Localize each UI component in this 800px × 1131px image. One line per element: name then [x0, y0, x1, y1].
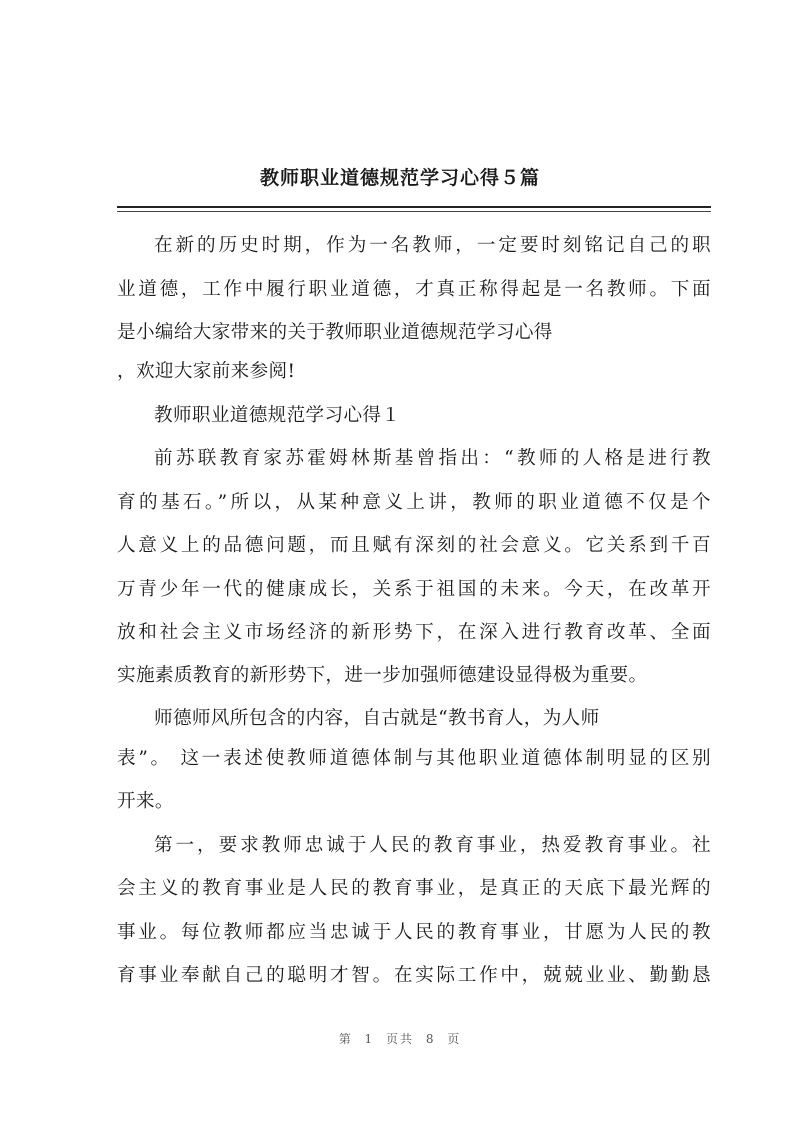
paragraph-line: 实施素质教育的新形势下，进一步加强师德建设显得极为重要。: [117, 665, 648, 686]
paragraph-line: ，欢迎大家前来参阅!: [117, 361, 296, 382]
paragraph-line: 人意义上的品德问题，而且赋有深刻的社会意义。它关系到千百: [117, 535, 711, 556]
title-divider-thin: [117, 211, 711, 212]
paragraph-line: 在新的历史时期，作为一名教师，一定要时刻铭记自己的职: [154, 235, 711, 256]
paragraph-line: 前苏联教育家苏霍姆林斯基曾指出：“教师的人格是进行教: [154, 448, 711, 469]
section-heading: 教师职业道德规范学习心得１: [154, 405, 401, 426]
paragraph-line: 万青少年一代的健康成长，关系于祖国的未来。今天，在改革开: [117, 579, 711, 600]
paragraph-line: 放和社会主义市场经济的新形势下，在深入进行教育改革、全面: [117, 622, 711, 643]
document-title: 教师职业道德规范学习心得５篇: [259, 167, 540, 189]
paragraph-line: 表”。 这一表述使教师道德体制与其他职业道德体制明显的区别: [117, 748, 711, 769]
paragraph-line: 育的基石。”所以，从某种意义上讲，教师的职业道德不仅是个: [117, 492, 711, 513]
paragraph-line: 开来。: [117, 791, 174, 812]
paragraph-line: 会主义的教育事业是人民的教育事业，是真正的天底下最光辉的: [117, 878, 711, 899]
paragraph-line: 业道德，工作中履行职业道德，才真正称得起是一名教师。下面: [117, 279, 711, 300]
page-footer: 第 1 页共 8 页: [338, 1032, 462, 1046]
paragraph-line: 育事业奉献自己的聪明才智。在实际工作中，兢兢业业、勤勤恳: [117, 965, 711, 986]
paragraph-line: 第一，要求教师忠诚于人民的教育事业，热爱教育事业。社: [154, 835, 711, 856]
title-divider: [117, 206, 711, 208]
paragraph-line: 是小编给大家带来的关于教师职业道德规范学习心得: [117, 322, 553, 343]
paragraph-line: 事业。每位教师都应当忠诚于人民的教育事业，甘愿为人民的教: [117, 922, 711, 943]
paragraph-line: 师德师风所包含的内容，自古就是“教书育人，为人师: [154, 708, 600, 729]
